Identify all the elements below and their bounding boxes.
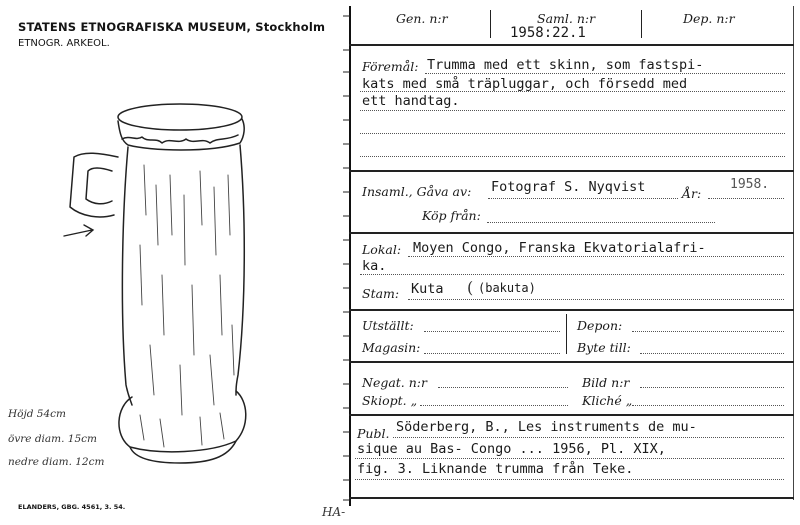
dotted-line [408,299,784,300]
section-rule [349,44,794,46]
year-value: 1958. [730,177,770,192]
section-rule [349,414,794,416]
depon-label: Depon: [577,318,623,333]
lokal-label: Lokal: [362,242,402,257]
publ-line-1: Söderberg, B., Les instruments de mu- [396,419,697,435]
height-note: Höjd 54cm [8,408,66,420]
dotted-line [420,405,568,406]
upper-diameter-note: övre diam. 15cm [8,433,97,445]
museum-name: STATENS ETNOGRAFISKA MUSEUM, Stockholm [18,20,326,34]
dotted-line [360,156,785,157]
skiopt-label: Skiopt. „ [362,393,418,408]
arrow-icon [62,222,98,242]
drum-drawing [60,95,300,480]
dotted-line [424,331,560,332]
dotted-line [408,256,784,257]
section-rule [349,170,794,172]
dotted-line [360,91,785,92]
dotted-line [424,353,560,354]
lokal-line-1: Moyen Congo, Franska Ekvatorialafri- [413,240,706,256]
dotted-line [393,437,784,438]
byte-till-label: Byte till: [577,340,631,355]
lower-diameter-note: nedre diam. 12cm [8,456,105,468]
publ-line-2: sique au Bas- Congo ... 1956, Pl. XIX, [357,441,666,457]
foremal-line-1: Trumma med ett skinn, som fastspi- [427,57,704,73]
stam-paren: ( [467,278,474,297]
utstallt-label: Utställt: [362,318,414,333]
insaml-label: Insaml., Gåva av: [362,184,472,199]
bild-nr-label: Bild n:r [582,375,630,390]
divider [641,10,642,38]
kop-fran-label: Köp från: [422,208,481,223]
dotted-line [438,387,568,388]
dotted-line [640,387,784,388]
section-rule [349,361,794,363]
section-rule [349,232,794,234]
dotted-line [355,479,784,480]
form-right-border [793,6,794,500]
stam-label: Stam: [362,286,400,301]
divider [566,314,567,354]
kliche-label: Kliché „ [582,393,633,408]
department-label: ETNOGR. ARKEOL. [18,38,110,49]
year-label: År: [682,186,702,201]
dotted-line [425,73,785,74]
negat-nr-label: Negat. n:r [362,375,427,390]
divider [490,10,491,38]
saml-nr-label: Saml. n:r [537,11,596,26]
stam-value: Kuta [411,281,444,297]
dotted-line [360,274,784,275]
lokal-line-2: ka. [362,258,387,274]
dotted-line [487,222,715,223]
dotted-line [360,133,785,134]
dotted-line [360,110,785,111]
printer-imprint: ELANDERS, GBG. 4561, 3. 54. [18,503,126,511]
dotted-line [632,405,784,406]
dotted-line [640,353,784,354]
margin-ticks [343,10,351,505]
insaml-value: Fotograf S. Nyqvist [491,179,646,195]
dep-nr-label: Dep. n:r [683,11,735,26]
saml-nr-value: 1958:22.1 [510,25,586,41]
section-rule [349,497,794,499]
foremal-line-2: kats med små träpluggar, och försedd med [362,76,688,92]
stam-extra: (bakuta) [478,281,536,295]
section-rule [349,309,794,311]
dotted-line [355,458,784,459]
foremal-line-3: ett handtag. [362,93,460,109]
foremal-label: Föremål: [362,59,419,74]
dotted-line [632,331,784,332]
magasin-label: Magasin: [362,340,421,355]
gen-nr-label: Gen. n:r [396,11,448,26]
page-mark: HA- [322,505,346,519]
publ-label: Publ. [357,426,390,441]
dotted-line [708,198,784,199]
publ-line-3: fig. 3. Liknande trumma från Teke. [357,461,634,477]
dotted-line [488,198,678,199]
